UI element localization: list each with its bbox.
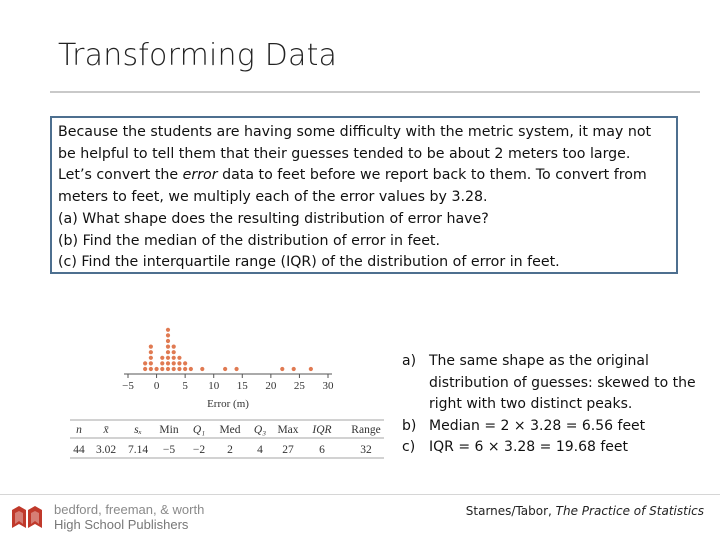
- stats-table-header: Min: [159, 424, 179, 436]
- answer-a-text: The same shape as the original distribution of guesses: skewed to the right with two distinct peaks.: [429, 353, 696, 412]
- problem-line-1: Because the students are having some difficulty with the metric system, it may not: [58, 124, 652, 140]
- dotplot-point: [166, 361, 170, 365]
- stats-table-header: x̄: [103, 424, 109, 436]
- problem-line-3-start: Let’s convert the: [58, 167, 183, 184]
- stats-table-value: −5: [162, 444, 176, 456]
- dotplot-point: [183, 361, 187, 365]
- dotplot-point: [200, 367, 204, 371]
- dotplot-point: [292, 367, 296, 371]
- citation-authors: Starnes/Tabor,: [465, 504, 556, 518]
- dotplot-point: [166, 367, 170, 371]
- publisher-logo-icon: [10, 504, 46, 530]
- problem-line-4: meters to feet, we multiply each of the error values by 3.28.: [58, 189, 488, 206]
- answer-c-text: IQR = 6 × 3.28 = 19.68 feet: [429, 439, 629, 455]
- stats-table-value: 4: [257, 444, 263, 456]
- dotplot-tick-label: 20: [265, 380, 277, 392]
- stats-table-value: 44: [73, 444, 85, 456]
- dotplot-point: [280, 367, 284, 371]
- stats-table-header: Max: [277, 424, 299, 436]
- stats-table-value: 32: [360, 444, 372, 456]
- dotplot-point: [172, 367, 176, 371]
- problem-part-c: (c) Find the interquartile range (IQR) of the distribution of error in feet.: [58, 254, 560, 271]
- problem-box: [50, 116, 678, 274]
- stats-table-value: 6: [319, 444, 325, 456]
- publisher-logo: [10, 500, 210, 534]
- citation: [466, 504, 704, 518]
- dotplot-point: [172, 361, 176, 365]
- stats-table-header: Q₃: [253, 424, 267, 436]
- dotplot-point: [149, 350, 153, 354]
- dotplot-tick-label: 30: [322, 380, 334, 392]
- dotplot-point: [149, 345, 153, 349]
- answer-a: [402, 351, 702, 416]
- problem-line-3-emphasis: error: [182, 167, 218, 184]
- problem-part-a: (a) What shape does the resulting distribution of error have?: [58, 210, 489, 227]
- dotplot-point: [149, 361, 153, 365]
- dotplot-x-label: Error (m): [207, 398, 249, 410]
- problem-part-b: (b) Find the median of the distribution of error in feet.: [58, 232, 440, 249]
- problem-line-3: [58, 165, 670, 187]
- error-dotplot: [70, 312, 390, 412]
- dotplot-tick-label: 5: [182, 380, 188, 392]
- dotplot-point: [154, 367, 158, 371]
- dotplot-point: [143, 367, 147, 371]
- dotplot-ticks: [122, 374, 334, 392]
- dotplot-point: [166, 328, 170, 332]
- stats-table-header: IQR: [312, 424, 332, 436]
- dotplot-point: [189, 367, 193, 371]
- dotplot-point: [143, 361, 147, 365]
- dotplot-tick-label: −5: [122, 380, 134, 392]
- stats-table-value: 27: [282, 444, 294, 456]
- answer-a-label: a): [402, 353, 417, 369]
- dotplot-point: [177, 367, 181, 371]
- dotplot-point: [160, 356, 164, 360]
- dotplot-point: [177, 356, 181, 360]
- dotplot-point: [172, 350, 176, 354]
- dotplot-point: [160, 367, 164, 371]
- citation-book-title: The Practice of Statistics: [555, 504, 704, 518]
- stats-table-header: n: [76, 424, 82, 436]
- stats-table-header: sₓ: [134, 424, 142, 436]
- publisher-division: High School Publishers: [54, 517, 189, 532]
- answer-c: [402, 437, 702, 459]
- dotplot-point: [149, 356, 153, 360]
- dotplot-point: [166, 356, 170, 360]
- dotplot-tick-label: 0: [153, 380, 160, 392]
- summary-stats-table: [70, 418, 390, 464]
- footer-divider: [0, 494, 720, 495]
- dotplot-point: [166, 350, 170, 354]
- slide-title: Transforming Data: [58, 38, 338, 73]
- dotplot-point: [166, 339, 170, 343]
- dotplot-tick-label: 10: [208, 380, 220, 392]
- dotplot-dots: [143, 328, 313, 371]
- answer-b: [402, 416, 702, 438]
- stats-table-header: Med: [219, 424, 241, 436]
- title-divider: [50, 91, 700, 93]
- stats-table-headers: [76, 424, 381, 436]
- stats-table-header: Q₁: [192, 424, 206, 436]
- stats-table-values: [73, 444, 372, 456]
- stats-table-value: −2: [192, 444, 206, 456]
- answers-list: [402, 351, 702, 459]
- dotplot-point: [160, 361, 164, 365]
- problem-line-2: be helpful to tell them that their guesses tended to be about 2 meters too large.: [58, 145, 631, 162]
- publisher-name: bedford, freeman, & worth: [54, 502, 205, 517]
- dotplot-point: [309, 367, 313, 371]
- dotplot-point: [223, 367, 227, 371]
- problem-line-3-end: data to feet before we report back to them. To convert from: [217, 167, 647, 184]
- dotplot-point: [177, 361, 181, 365]
- dotplot-point: [234, 367, 238, 371]
- answer-b-label: b): [402, 417, 417, 434]
- dotplot-point: [166, 333, 170, 337]
- stats-table-value: 2: [227, 444, 233, 456]
- dotplot-tick-label: 15: [236, 380, 248, 392]
- dotplot-point: [172, 345, 176, 349]
- answer-b-text: Median = 2 × 3.28 = 6.56 feet: [429, 417, 646, 434]
- answer-c-label: c): [402, 439, 416, 455]
- dotplot-point: [183, 367, 187, 371]
- stats-table-value: 7.14: [127, 444, 149, 456]
- dotplot-tick-label: 25: [293, 380, 305, 392]
- stats-table-header: Range: [351, 424, 381, 436]
- dotplot-point: [149, 367, 153, 371]
- stats-table-value: 3.02: [95, 444, 117, 456]
- dotplot-point: [172, 356, 176, 360]
- dotplot-point: [166, 345, 170, 349]
